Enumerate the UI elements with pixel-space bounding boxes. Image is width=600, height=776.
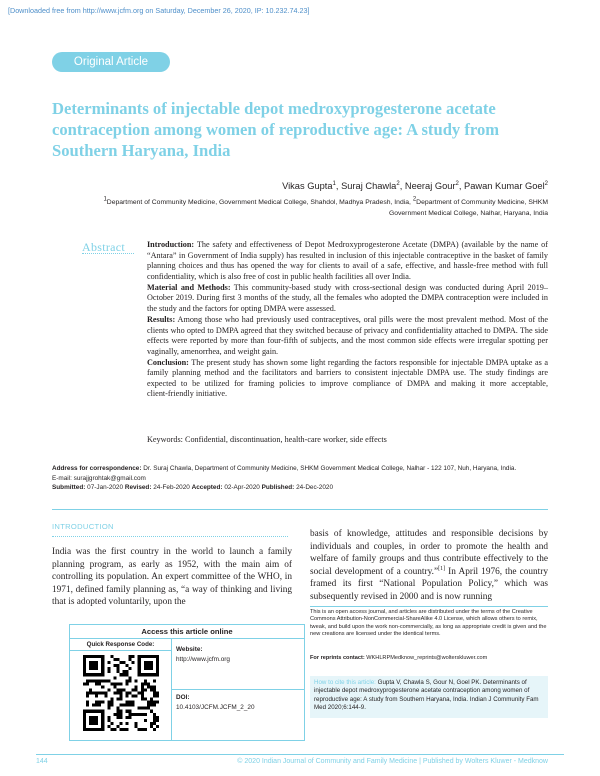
keywords (147, 435, 548, 444)
abstract-introduction (147, 240, 548, 282)
affiliation-1: Department of Community Medicine, Government Medical College, Shahdol, Madhya Pradesh, India, (106, 199, 413, 206)
author-name[interactable]: Neeraj Gour (404, 181, 456, 191)
author-name[interactable]: Pawan Kumar Goel (464, 181, 545, 191)
submitted-label: Submitted: (52, 484, 86, 492)
section-text: This community‑based study with cross‑sectional design was conducted during April 2019–October 2019. During first 3 months of the study, all the females who adopted the DMPA contraception were included in the study and the factors for opting DMPA were assessed. (147, 282, 548, 313)
article-dates (52, 483, 552, 493)
published-label: Published: (261, 484, 295, 492)
affiliations (80, 198, 548, 219)
website-label: Website: (176, 646, 203, 653)
correspondence-text: Dr. Suraj Chawla, Department of Community Medicine, SHKM Government Medical College, Nalhar ‑ 122 107, Nuh, Haryana, India. (143, 465, 517, 472)
citation-ref[interactable]: [1] (438, 565, 446, 572)
download-banner: [Downloaded free from http://www.jcfm.org on Saturday, December 26, 2020, IP: 10.232.74.23] (8, 6, 310, 15)
reprints-email[interactable]: WKHLRPMedknow_reprints@wolterskluwer.com (366, 655, 488, 661)
intro-text: In April 1976, the country framed its first “National Population Policy,” which was subsequently revised in 2000 and is now running (310, 566, 548, 602)
abstract-body (147, 240, 548, 400)
doi-divider (172, 689, 305, 690)
doi-label: DOI: (176, 694, 190, 701)
accepted-date: 02‑Apr‑2020 (224, 484, 260, 492)
section-label: Introduction: (147, 240, 195, 249)
introduction-left-column: India was the first country in the world to launch a family planning program, as early as 1952, with the main aim of controlling its population. An expert committee of the WHO, in 1971, defined family planning as, “a way of thinking and living that is adopted voluntarily, upon the (52, 547, 292, 607)
accepted-label: Accepted: (191, 484, 223, 492)
section-label: Material and Methods: (147, 282, 231, 292)
qr-container (70, 651, 172, 741)
affiliation-2: Department of Community Medicine, SHKM Government Medical College, Nalhar, Haryana, India (388, 199, 548, 217)
reprints-label: For reprints contact: (310, 655, 365, 661)
abstract-label: Abstract (82, 240, 126, 254)
author-name[interactable]: Vikas Gupta (282, 181, 333, 191)
author-name[interactable]: Suraj Chawla (341, 181, 397, 191)
introduction-divider (52, 536, 288, 537)
correspondence-label: Address for correspondence: (52, 465, 142, 472)
abstract-conclusion (147, 358, 548, 400)
qr-code-icon[interactable] (83, 655, 159, 731)
section-label: Conclusion: (147, 357, 189, 367)
access-heading: Access this article online (70, 625, 304, 639)
published-date: 24‑Dec‑2020 (296, 484, 334, 492)
introduction-right-column (310, 528, 548, 603)
affiliation-mark: 2 (544, 180, 548, 187)
abstract-methods (147, 283, 548, 315)
section-text: The present study has shown some light regarding the factors responsible for injectable DMPA uptake as a family planning method and the facilitators and barriers to consistent injectable DMPA use. The study findings are expected to be utilized for framing policies to improve compliance of DMPA and making it more acceptable, client‑friendly initiative. (147, 357, 548, 399)
doi-link[interactable]: 10.4103/JCFM.JCFM_2_20 (176, 704, 255, 711)
qr-label: Quick Response Code: (70, 639, 172, 651)
keywords-text: Confidential, discontinuation, health‑care worker, side effects (184, 435, 387, 444)
cite-label: How to cite this article: (314, 679, 376, 686)
affiliation-mark: 2 (412, 196, 417, 203)
doi-block (176, 693, 255, 713)
author-list: Vikas Gupta$^1$, Suraj Chawla$^2$, Neeraj Gour$^2$, Pawan Kumar Goel$^2$ (282, 180, 548, 191)
page-number: 144 (36, 758, 48, 765)
affiliation-mark: 2 (455, 180, 459, 187)
footer-copyright: © 2020 Indian Journal of Community and Family Medicine | Published by Wolters Kluwer ‑ Medknow (237, 758, 548, 765)
introduction-heading: INTRODUCTION (52, 522, 114, 531)
cite-text: Gupta V, Chawla S, Gour N, Goel PK. Determinants of injectable depot medroxyprogesterone acetate contraception among women of reproductive age: A study from Southern Haryana, India. Indian J Community Fam Med 2020;6:144‑9. (314, 679, 539, 712)
intro-text: basis of knowledge, attitudes and responsible decisions by individuals and couples, in order to promote the health and welfare of family groups and thus contribute effectively to the social development of a country.” (310, 529, 548, 577)
revised-label: Revised: (124, 484, 152, 492)
abstract-divider (82, 253, 134, 254)
keywords-label: Keywords: (147, 435, 183, 444)
open-access-notice: This is an open access journal, and articles are distributed under the terms of the Creative Commons Attribution‑NonCommercial‑ShareAlike 4.0 License, which allows others to remix, tweak, and build upon the work non‑commercially, as long as appropriate credit is given and the new creations are licensed under the identical terms. (310, 606, 548, 639)
article-type-badge: Original Article (52, 52, 170, 72)
article-title: Determinants of injectable depot medroxyprogesterone acetate contraception among women of reproductive age: A study from Southern Haryana, India (52, 99, 500, 160)
website-block (176, 645, 230, 665)
affiliation-mark: 1 (103, 196, 107, 203)
section-text: Among those who had previously used contraceptives, oral pills were the most prevalent method. Most of the clients who opted to DMPA agreed that they switched because of privacy and confidentiality attached to DMPA. The side effects were reported by more than four‑fifth of subjects, and the most common side effects were irregular spotting per vaginally, amenorrhea, and weight gain. (147, 314, 548, 356)
section-text: The safety and effectiveness of Depot Medroxyprogesterone Acetate (DMPA) (available by the name of “Antara” in Government of India supply) has resulted in inclusion of this injectable contraceptive in the basket of family planning choices and thus has opened the way for clients to avail of a safe, effective, and hassle‑free method with full confidentiality, which is also free of cost in public health facilities all over India. (147, 240, 549, 281)
correspondence-address (52, 464, 552, 474)
revised-date: 24‑Feb‑2020 (153, 484, 190, 492)
correspondence-block (52, 464, 552, 493)
affiliation-mark: 1 (332, 180, 336, 187)
dates-divider (52, 509, 548, 510)
correspondence-email[interactable]: E‑mail: surajjgrohtak@gmail.com (52, 474, 146, 482)
abstract-results (147, 315, 548, 357)
submitted-date: 07‑Jan‑2020 (87, 484, 124, 492)
footer-divider (36, 754, 564, 755)
section-label: Results: (147, 314, 176, 324)
how-to-cite-box (310, 676, 548, 718)
access-online-box (69, 624, 305, 741)
affiliation-mark: 2 (396, 180, 400, 187)
website-link[interactable]: http://www.jcfm.org (176, 656, 230, 663)
reprints-contact (310, 654, 548, 662)
